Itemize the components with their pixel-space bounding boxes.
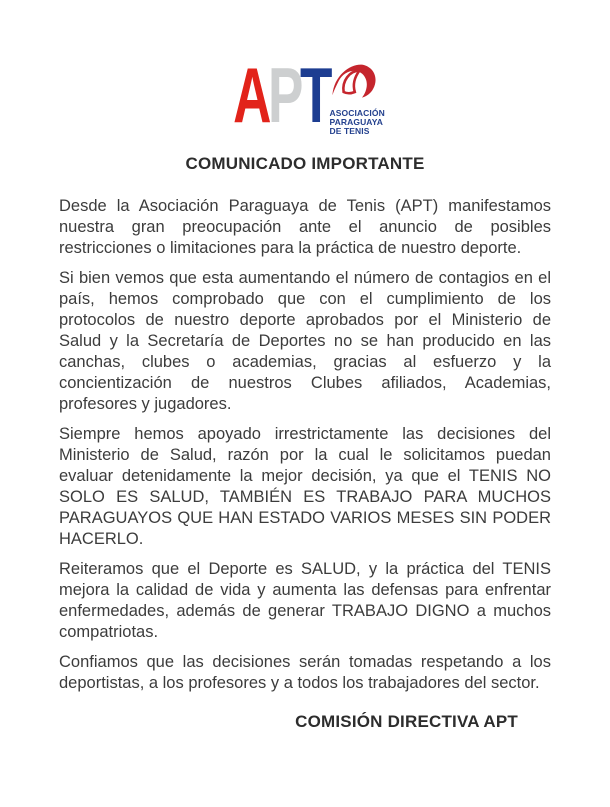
logo-letter-p: P (268, 51, 301, 139)
org-name-line-3: DE TENIS (329, 126, 370, 137)
apt-logo (0, 0, 610, 144)
tennis-ball-swoosh-icon (330, 60, 378, 108)
logo-brand-block (330, 60, 384, 137)
org-name-line-2: PARAGUAYA (329, 117, 383, 128)
logo-letter-a: A (233, 51, 269, 139)
paragraph-intro: Desde la Asociación Paraguaya de Tenis (APT) manifestamos nuestra gran preocupación ante el anuncio de posibles restricciones o limitaciones para la práctica de nuestro deporte. (59, 197, 551, 257)
logo-letter-t: T (300, 51, 330, 139)
signature: COMISIÓN DIRECTIVA APT (295, 712, 518, 731)
paragraph-closing: Confiamos que las decisiones serán tomadas respetando a los deportistas, a los profesores y a todos los trabajadores del sector. (59, 653, 551, 692)
org-name (330, 109, 385, 137)
paragraph-ministry: Siempre hemos apoyado irrestrictamente las decisiones del Ministerio de Salud, razón por la cual le solicitamos puedan evaluar detenidamente la mejor decisión, ya que el TENIS NO SOLO ES SALUD, TAMBIÉN ES TRABAJO PARA MUCHOS PARAGUAYOS QUE HAN ESTADO VARIOS MESES SIN PODER HACERLO. (59, 425, 551, 548)
document-body (59, 196, 551, 694)
page-title: COMUNICADO IMPORTANTE (185, 154, 425, 173)
apt-logo-letters (227, 51, 330, 139)
paragraph-health: Reiteramos que el Deporte es SALUD, y la práctica del TENIS mejora la calidad de vida y aumenta las defensas para enfrentar enfermedades, además de generar TRABAJO DIGNO a muchos compatriotas. (59, 560, 551, 641)
org-name-line-1: ASOCIACIÓN (329, 108, 385, 118)
paragraph-protocols: Si bien vemos que esta aumentando el número de contagios en el país, hemos comprobado que con el cumplimiento de los protocolos de nuestro deporte aprobados por el Ministerio de Salud y la Secretaría de Deportes no se han producido en las canchas, clubes o academias, gracias al esfuerzo y la concientización de nuestros Clubes afiliados, Academias, profesores y jugadores. (59, 269, 551, 413)
